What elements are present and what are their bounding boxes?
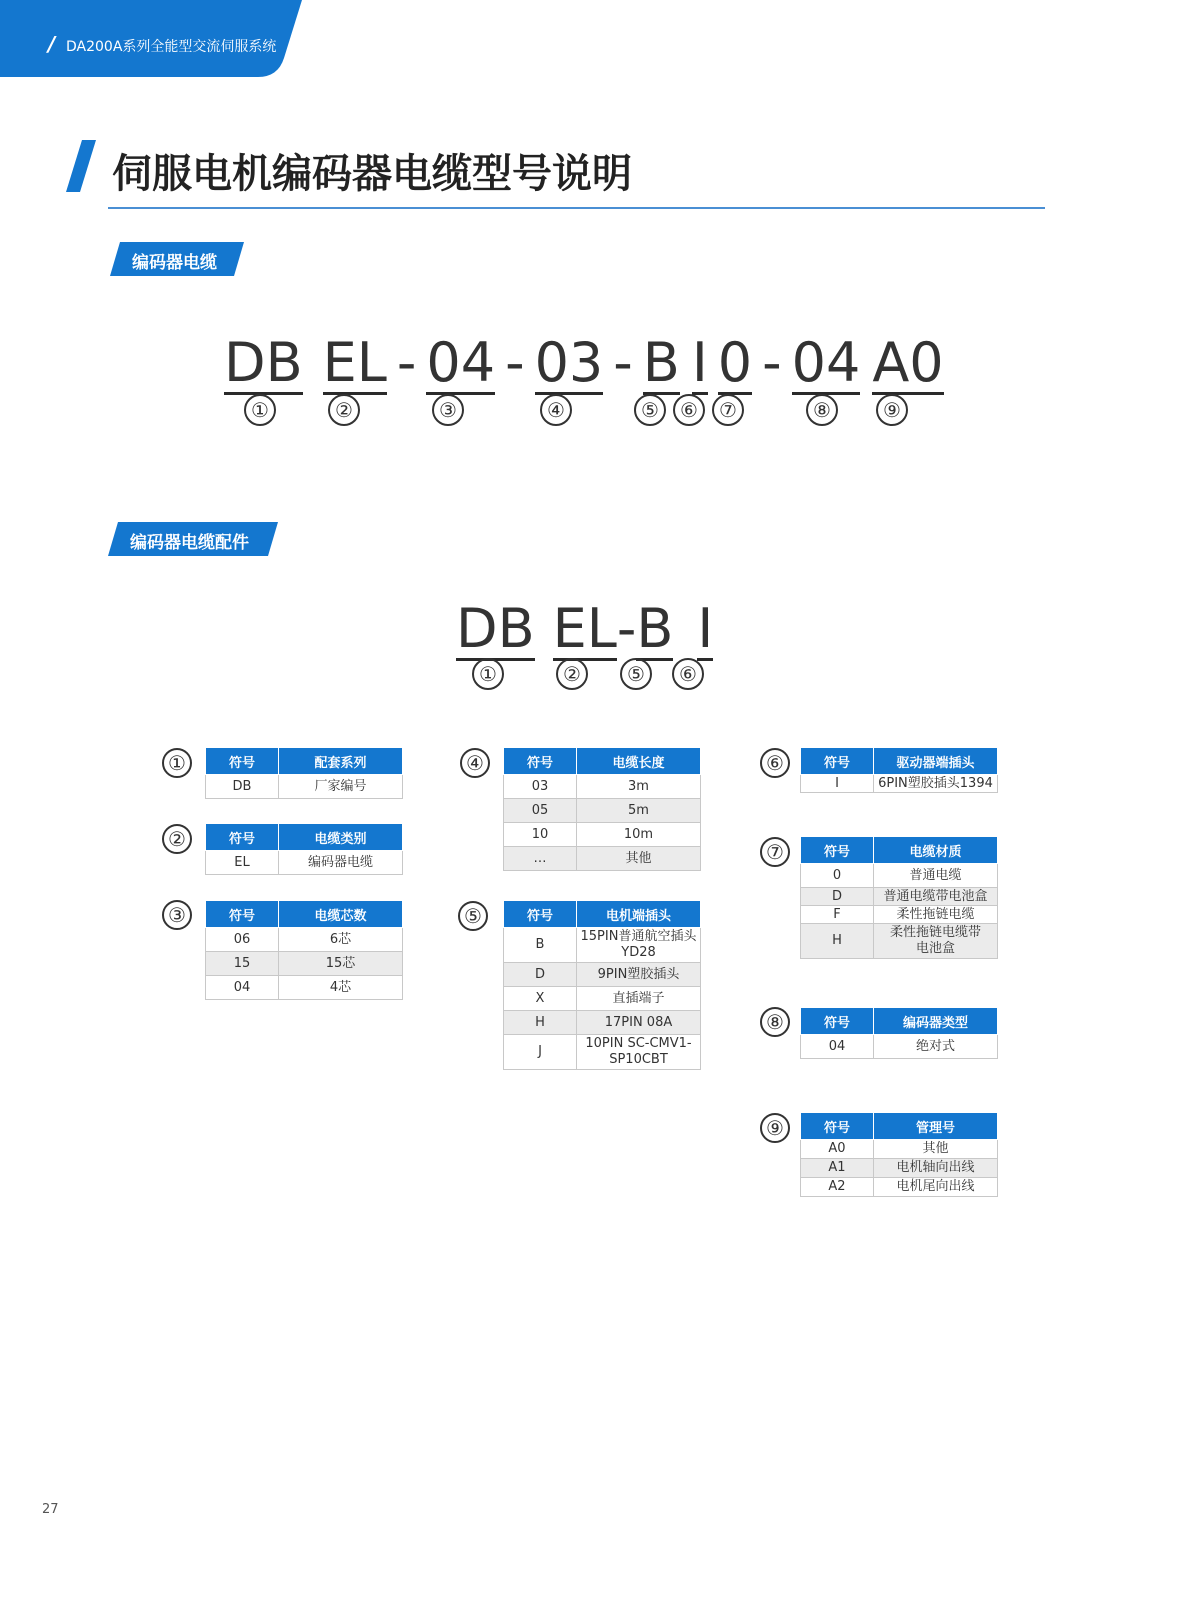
table-row: A2 电机尾向出线	[801, 1178, 998, 1197]
table-driver-plug	[800, 747, 998, 793]
table-series	[205, 747, 403, 799]
table-row: 03 3m	[504, 775, 701, 799]
acc-circle-2: ②	[556, 658, 588, 690]
table-row: EL 编码器电缆	[206, 851, 403, 875]
acc-code-part-driver-plug: I	[697, 597, 714, 660]
code-circle-7: ⑦	[712, 394, 744, 426]
table-row: 04 4芯	[206, 976, 403, 1000]
table-row: I 6PIN塑胶插头1394	[801, 775, 998, 793]
code-dash: -	[613, 331, 633, 394]
table-row: D 9PIN塑胶插头	[504, 963, 701, 987]
header-series-title: DA200A系列全能型交流伺服系统	[66, 39, 277, 55]
table-header: 电缆材质	[874, 837, 998, 864]
table-encoder-type	[800, 1007, 998, 1059]
table-row: B 15PIN普通航空插头YD28	[504, 928, 701, 963]
table-marker-7: ⑦	[760, 837, 790, 867]
code-circle-1: ①	[244, 394, 276, 426]
code-circle-5: ⑤	[634, 394, 666, 426]
table-motor-plug	[503, 900, 701, 1070]
code-dash: -	[396, 331, 417, 394]
table-header: 配套系列	[279, 748, 403, 775]
table-header: 电缆类别	[279, 824, 403, 851]
table-row: H 17PIN 08A	[504, 1011, 701, 1035]
cable-model-code	[224, 331, 944, 395]
table-row: 15 15芯	[206, 952, 403, 976]
table-header: 编码器类型	[874, 1008, 998, 1035]
table-header: 符号	[504, 748, 577, 775]
code-part-length: 03	[534, 331, 604, 394]
table-marker-2: ②	[162, 824, 192, 854]
table-header: 符号	[206, 748, 279, 775]
code-circle-2: ②	[328, 394, 360, 426]
code-circle-8: ⑧	[806, 394, 838, 426]
table-material	[800, 836, 998, 959]
code-dash: -	[505, 331, 525, 394]
table-row: X 直插端子	[504, 987, 701, 1011]
code-part-material: 0	[717, 331, 753, 394]
table-marker-4: ④	[460, 748, 490, 778]
table-row: 05 5m	[504, 799, 701, 823]
code-part-motor-plug: B	[642, 331, 680, 394]
table-marker-1: ①	[162, 748, 192, 778]
table-row: H 柔性拖链电缆带电池盒	[801, 924, 998, 959]
table-row: J 10PIN SC-CMV1-SP10CBT	[504, 1035, 701, 1070]
table-header: 符号	[801, 1008, 874, 1035]
table-row: D 普通电缆带电池盒	[801, 888, 998, 906]
table-header: 符号	[801, 748, 874, 775]
code-circle-9: ⑨	[876, 394, 908, 426]
acc-code-part-motor-plug: B	[636, 597, 674, 660]
code-part-category: EL	[322, 331, 387, 394]
acc-code-part-series: DB	[456, 597, 535, 660]
table-row: A1 电机轴向出线	[801, 1159, 998, 1178]
table-row: F 柔性拖链电缆	[801, 906, 998, 924]
table-header: 驱动器端插头	[874, 748, 998, 775]
section-label-cable: 编码器电缆	[110, 242, 244, 276]
table-row: 10 10m	[504, 823, 701, 847]
table-cores	[205, 900, 403, 1000]
table-header: 符号	[801, 1113, 874, 1140]
code-circle-6: ⑥	[673, 394, 705, 426]
code-part-series: DB	[224, 331, 303, 394]
table-marker-8: ⑧	[760, 1007, 790, 1037]
code-part-cores: 04	[426, 331, 496, 394]
title-divider	[108, 207, 1045, 209]
table-row: … 其他	[504, 847, 701, 871]
table-length	[503, 747, 701, 871]
table-header: 电缆长度	[577, 748, 701, 775]
table-header: 符号	[801, 837, 874, 864]
acc-code-dash: -	[616, 597, 637, 660]
table-header: 电缆芯数	[279, 901, 403, 928]
table-row: A0 其他	[801, 1140, 998, 1159]
table-row: 0 普通电缆	[801, 864, 998, 888]
code-dash: -	[762, 331, 782, 394]
code-circle-4: ④	[540, 394, 572, 426]
code-part-driver-plug: I	[691, 331, 708, 394]
code-part-encoder-type: 04	[791, 331, 861, 394]
table-row: DB 厂家编号	[206, 775, 403, 799]
page-number: 27	[42, 1502, 59, 1517]
acc-circle-1: ①	[472, 658, 504, 690]
table-row: 06 6芯	[206, 928, 403, 952]
acc-circle-5: ⑤	[620, 658, 652, 690]
table-marker-5: ⑤	[458, 901, 488, 931]
table-row: 04 绝对式	[801, 1035, 998, 1059]
table-marker-6: ⑥	[760, 748, 790, 778]
page-title: 伺服电机编码器电缆型号说明	[112, 151, 632, 197]
section-label-accessory: 编码器电缆配件	[108, 522, 278, 556]
accessory-model-code	[456, 597, 714, 661]
header-tag	[0, 0, 305, 78]
table-header: 符号	[206, 901, 279, 928]
header-slash-icon: /	[48, 32, 56, 56]
code-circle-3: ③	[432, 394, 464, 426]
table-category	[205, 823, 403, 875]
acc-circle-6: ⑥	[672, 658, 704, 690]
table-marker-3: ③	[162, 900, 192, 930]
acc-code-part-category: EL	[552, 597, 617, 660]
code-part-management: A0	[872, 331, 944, 394]
table-header: 电机端插头	[577, 901, 701, 928]
table-marker-9: ⑨	[760, 1113, 790, 1143]
table-header: 管理号	[874, 1113, 998, 1140]
title-slash-icon	[66, 140, 96, 192]
table-management	[800, 1112, 998, 1197]
table-header: 符号	[504, 901, 577, 928]
table-header: 符号	[206, 824, 279, 851]
